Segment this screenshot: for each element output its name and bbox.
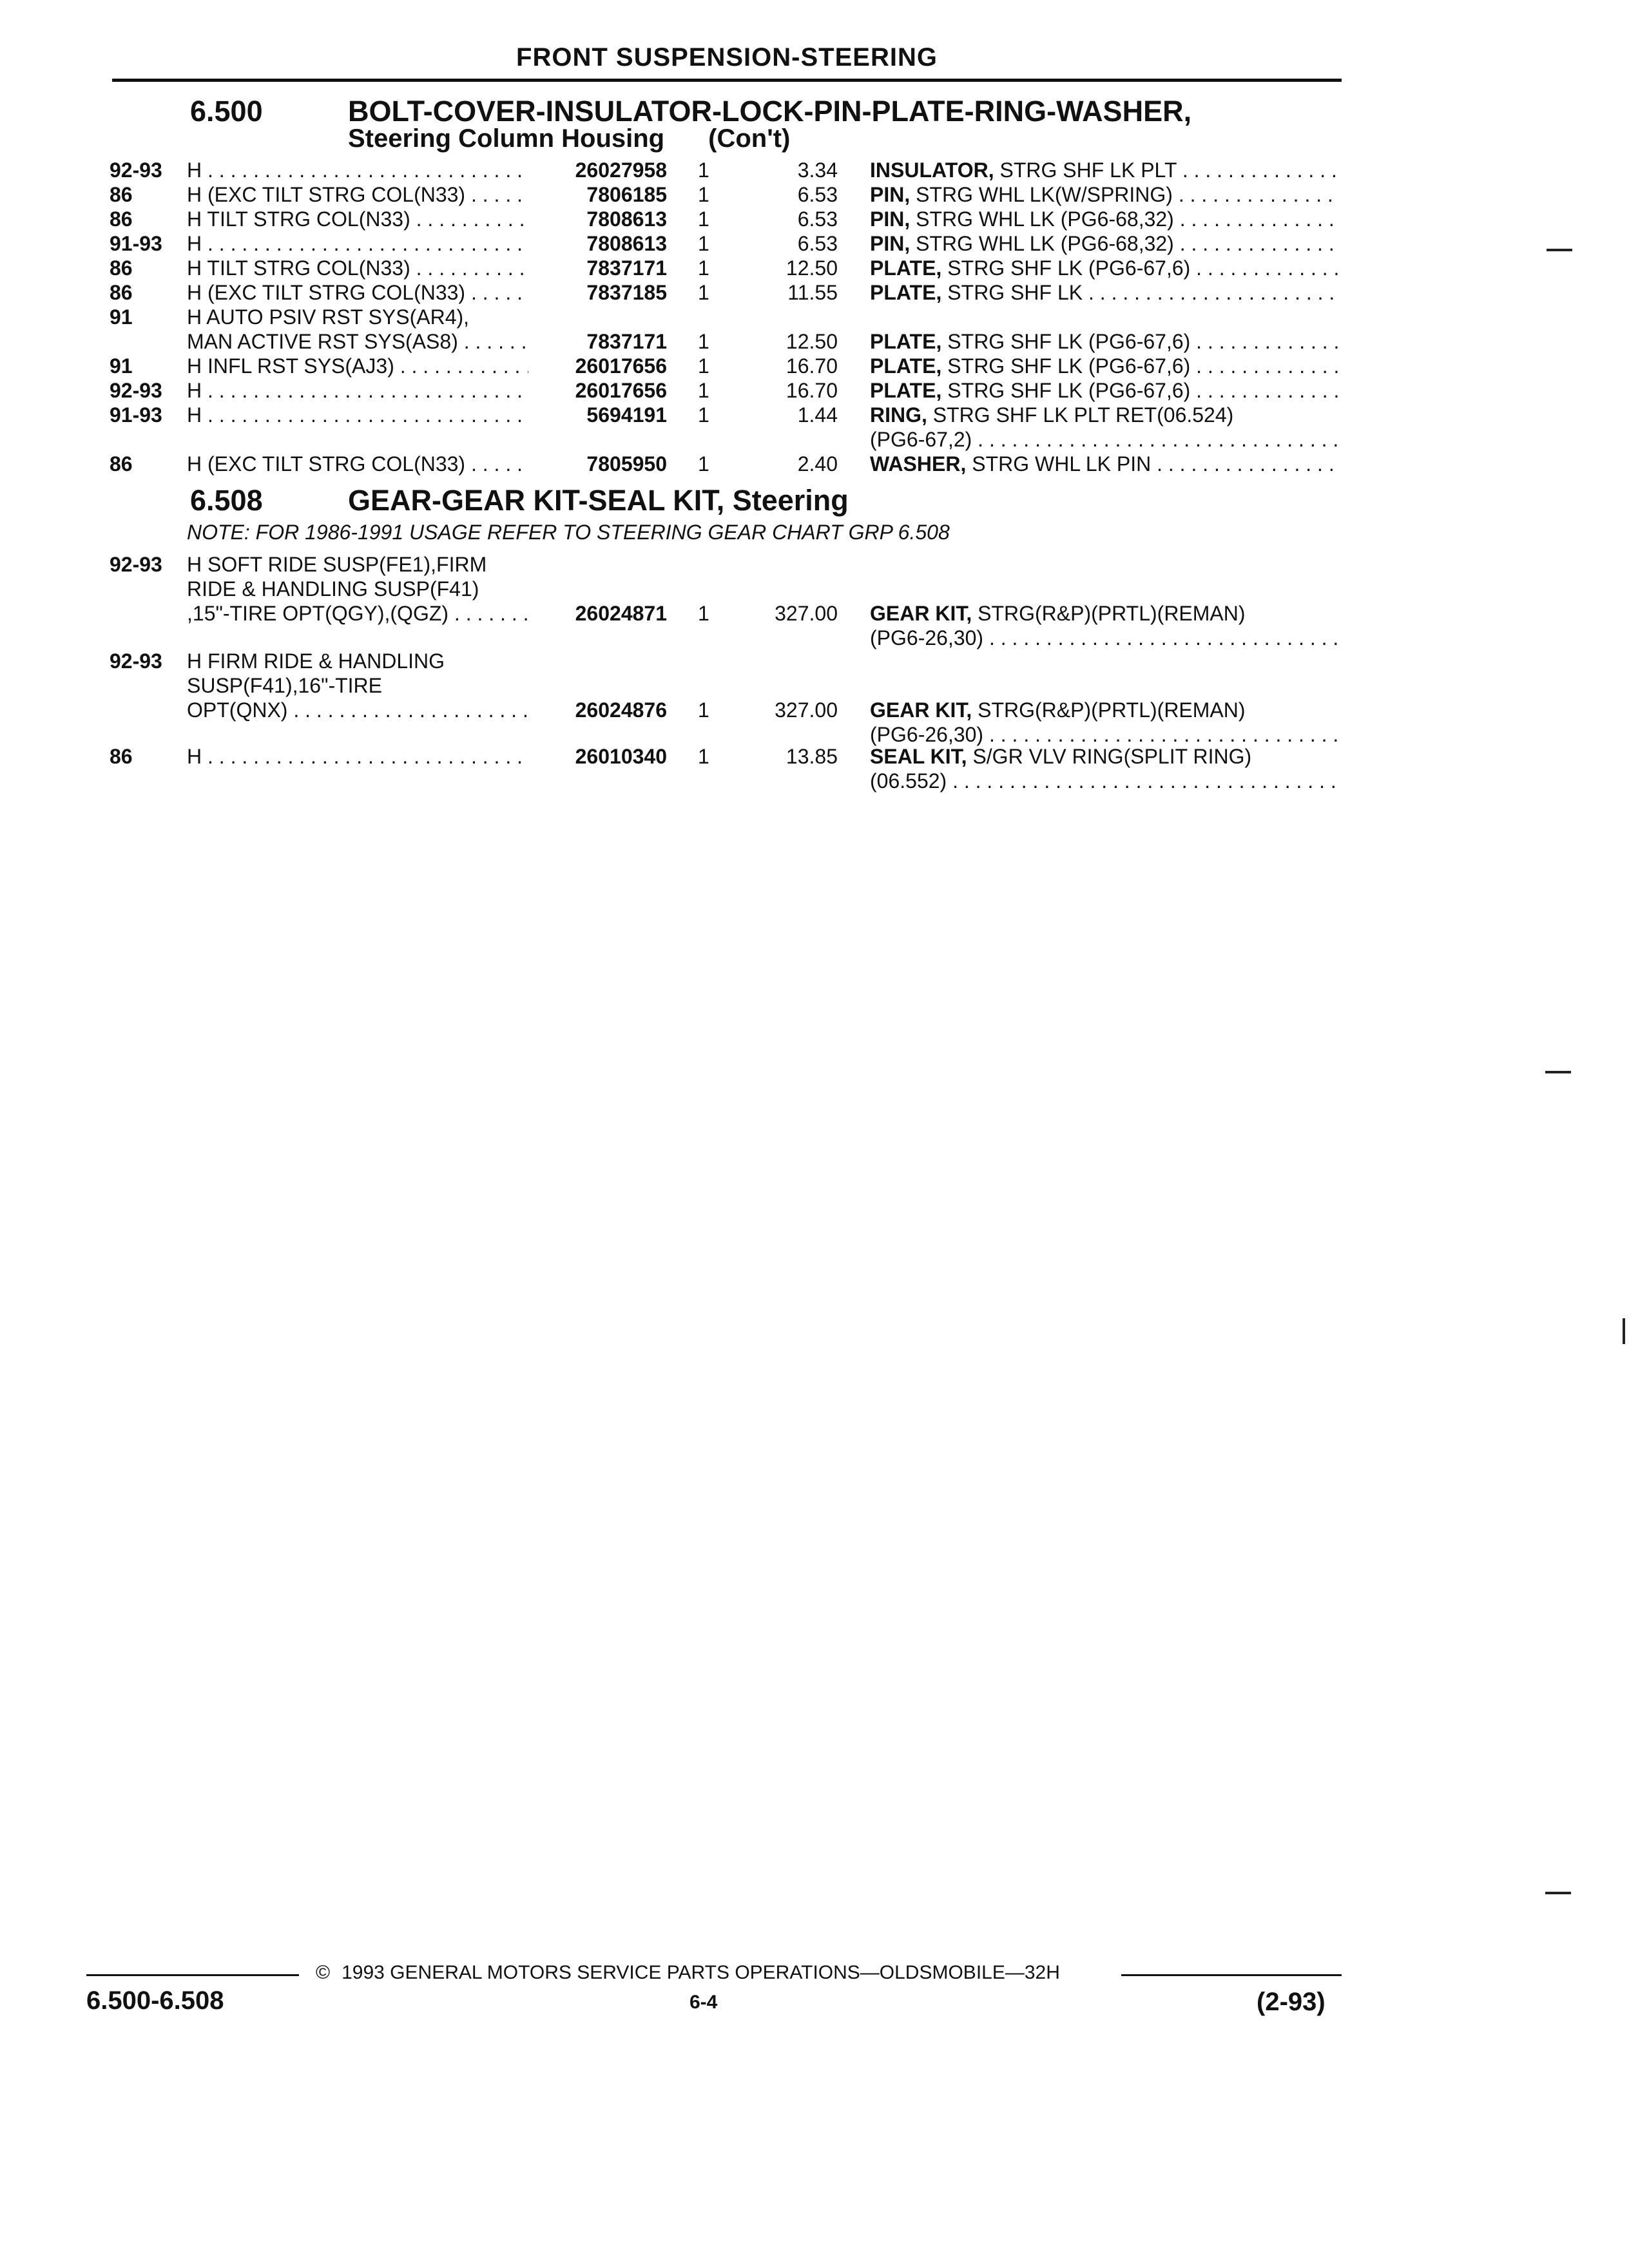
usage-description: H . . .	[187, 379, 528, 402]
usage-description: H (EXC TILT STRG COL(N33) . . .	[187, 281, 528, 304]
part-number: 26024871	[575, 602, 667, 625]
price: 6.53	[797, 232, 838, 255]
price: 2.40	[797, 452, 838, 476]
model-year: 86	[110, 256, 133, 280]
part-detail: (PG6-26,30)	[870, 723, 984, 746]
quantity: 1	[698, 183, 709, 206]
quantity: 1	[698, 330, 709, 353]
part-name-bold: INSULATOR,	[870, 159, 994, 182]
part-number: 26010340	[575, 745, 667, 768]
part-number: 7837171	[586, 330, 667, 353]
header-rule	[112, 79, 1342, 82]
part-number: 7808613	[586, 207, 667, 231]
model-year: 91-93	[110, 403, 162, 427]
model-year: 91	[110, 354, 133, 378]
part-name	[870, 769, 1340, 793]
part-name-bold: PLATE,	[870, 281, 942, 304]
price: 1.44	[797, 403, 838, 427]
part-name	[870, 626, 1340, 649]
model-year: 92-93	[110, 159, 162, 182]
usage-description: MAN ACTIVE RST SYS(AS8) . . .	[187, 330, 528, 353]
part-detail: S/GR VLV RING(SPLIT RING)	[967, 745, 1252, 768]
usage-description: ,15"-TIRE OPT(QGY),(QGZ) . . .	[187, 602, 528, 625]
price: 12.50	[786, 330, 838, 353]
quantity: 1	[698, 354, 709, 378]
model-year: 86	[110, 281, 133, 304]
quantity: 1	[698, 256, 709, 280]
usage-description: H (EXC TILT STRG COL(N33) . . .	[187, 452, 528, 476]
part-name	[870, 183, 1340, 206]
part-number: 7806185	[586, 183, 667, 206]
model-year: 86	[110, 452, 133, 476]
model-year: 92-93	[110, 553, 162, 576]
price: 16.70	[786, 354, 838, 378]
usage-description: H FIRM RIDE & HANDLING	[187, 649, 445, 673]
section-number: 6.500	[190, 95, 263, 128]
footer-section-range: 6.500-6.508	[86, 1986, 224, 2015]
quantity: 1	[698, 452, 709, 476]
part-detail: STRG SHF LK PLT RET(06.524)	[927, 403, 1234, 427]
quantity: 1	[698, 403, 709, 427]
part-name-bold: GEAR KIT,	[870, 698, 972, 722]
part-detail: STRG WHL LK PIN	[966, 452, 1152, 476]
part-name-bold: PIN,	[870, 183, 911, 206]
section-heading-6500	[190, 95, 1191, 128]
part-number: 7805950	[586, 452, 667, 476]
part-detail: STRG(R&P)(PRTL)(REMAN)	[972, 602, 1246, 625]
part-name	[870, 745, 1340, 768]
part-name-bold: PLATE,	[870, 379, 942, 402]
usage-description: H TILT STRG COL(N33) . . .	[187, 256, 528, 280]
part-detail: STRG SHF LK (PG6-67,6)	[941, 379, 1191, 402]
part-detail: STRG(R&P)(PRTL)(REMAN)	[972, 698, 1246, 722]
model-year: 86	[110, 183, 133, 206]
model-year: 92-93	[110, 649, 162, 673]
section-title: BOLT-COVER-INSULATOR-LOCK-PIN-PLATE-RING-WASHER,	[348, 95, 1192, 128]
model-year: 86	[110, 207, 133, 231]
part-name-bold: GEAR KIT,	[870, 602, 972, 625]
usage-description: H SOFT RIDE SUSP(FE1),FIRM	[187, 553, 487, 576]
part-number: 7837185	[586, 281, 667, 304]
quantity: 1	[698, 745, 709, 768]
part-number: 26017656	[575, 354, 667, 378]
part-name	[870, 256, 1340, 280]
usage-description: SUSP(F41),16"-TIRE	[187, 674, 382, 697]
section-subtitle	[348, 124, 790, 153]
part-number: 26027958	[575, 159, 667, 182]
price: 12.50	[786, 256, 838, 280]
price: 6.53	[797, 183, 838, 206]
part-name	[870, 403, 1340, 427]
model-year: 91	[110, 305, 133, 329]
usage-description: H TILT STRG COL(N33) . . .	[187, 207, 528, 231]
price: 13.85	[786, 745, 838, 768]
part-detail: STRG SHF LK PLT	[994, 159, 1177, 182]
part-name	[870, 281, 1340, 304]
usage-description: RIDE & HANDLING SUSP(F41)	[187, 577, 479, 601]
part-name	[870, 232, 1340, 255]
model-year: 86	[110, 745, 133, 768]
part-name-bold: WASHER,	[870, 452, 967, 476]
part-name	[870, 602, 1340, 625]
copyright-text: 1993 GENERAL MOTORS SERVICE PARTS OPERATIONS—OLDSMOBILE—32H	[342, 1962, 1060, 1983]
part-name	[870, 207, 1340, 231]
usage-description: H . . .	[187, 159, 528, 182]
price: 11.55	[787, 281, 838, 304]
price: 327.00	[775, 602, 838, 625]
usage-description: OPT(QNX) . . .	[187, 698, 528, 722]
section-note: NOTE: FOR 1986-1991 USAGE REFER TO STEERING GEAR CHART GRP 6.508	[187, 521, 950, 544]
part-detail: (06.552)	[870, 769, 947, 793]
part-name	[870, 379, 1340, 402]
part-name-bold: PIN,	[870, 207, 911, 231]
part-name-bold: PLATE,	[870, 256, 942, 280]
model-year: 91-93	[110, 232, 162, 255]
part-name	[870, 698, 1340, 722]
footer-page-number: 6-4	[689, 1992, 718, 2013]
part-number: 7808613	[586, 232, 667, 255]
usage-description: H INFL RST SYS(AJ3) . . .	[187, 354, 528, 378]
quantity: 1	[698, 207, 709, 231]
part-number: 26017656	[575, 379, 667, 402]
quantity: 1	[698, 281, 709, 304]
part-detail: STRG SHF LK	[941, 281, 1083, 304]
usage-description: H (EXC TILT STRG COL(N33) . . .	[187, 183, 528, 206]
margin-mark	[1545, 1071, 1571, 1073]
usage-description: H . . .	[187, 232, 528, 255]
model-year: 92-93	[110, 379, 162, 402]
part-detail: STRG WHL LK(W/SPRING)	[910, 183, 1173, 206]
usage-description: H . . .	[187, 745, 528, 768]
footer-copyright	[316, 1961, 1060, 1984]
price: 6.53	[797, 207, 838, 231]
quantity: 1	[698, 232, 709, 255]
part-detail: STRG SHF LK (PG6-67,6)	[941, 354, 1191, 378]
part-number: 26024876	[575, 698, 667, 722]
part-name	[870, 452, 1340, 476]
part-name	[870, 330, 1340, 353]
part-name-bold: SEAL KIT,	[870, 745, 967, 768]
footer-rule-right	[1121, 1974, 1342, 1976]
margin-mark	[1545, 1892, 1571, 1894]
section-subtitle-text: Steering Column Housing	[348, 124, 665, 153]
price: 327.00	[775, 698, 838, 722]
section-number: 6.508	[190, 484, 263, 517]
quantity: 1	[698, 379, 709, 402]
part-detail: STRG WHL LK (PG6-68,32)	[910, 232, 1174, 255]
quantity: 1	[698, 159, 709, 182]
usage-description: H AUTO PSIV RST SYS(AR4),	[187, 305, 470, 329]
part-name-bold: PLATE,	[870, 354, 942, 378]
copyright-symbol: ©	[316, 1962, 331, 1983]
price: 16.70	[786, 379, 838, 402]
part-name-bold: PIN,	[870, 232, 911, 255]
part-detail: STRG WHL LK (PG6-68,32)	[910, 207, 1174, 231]
section-heading-6508	[190, 485, 849, 517]
part-number: 5694191	[586, 403, 667, 427]
quantity: 1	[698, 602, 709, 625]
part-name-bold: PLATE,	[870, 330, 942, 353]
part-name	[870, 159, 1340, 182]
part-detail: (PG6-67,2)	[870, 428, 972, 451]
price: 3.34	[797, 159, 838, 182]
margin-bracket	[1619, 1318, 1625, 1344]
section-title: GEAR-GEAR KIT-SEAL KIT, Steering	[348, 484, 849, 517]
part-detail: (PG6-26,30)	[870, 626, 984, 649]
part-detail: STRG SHF LK (PG6-67,6)	[941, 256, 1191, 280]
part-name	[870, 723, 1340, 746]
part-number: 7837171	[586, 256, 667, 280]
footer-rule-left	[86, 1974, 299, 1976]
part-name	[870, 428, 1340, 451]
part-name	[870, 354, 1340, 378]
part-detail: STRG SHF LK (PG6-67,6)	[941, 330, 1191, 353]
footer-date: (2-93)	[1257, 1988, 1325, 2016]
quantity: 1	[698, 698, 709, 722]
margin-mark	[1547, 249, 1572, 251]
page-title: FRONT SUSPENSION-STEERING	[516, 43, 938, 72]
usage-description: H . . .	[187, 403, 528, 427]
continued-label: (Con't)	[708, 124, 791, 153]
part-name-bold: RING,	[870, 403, 927, 427]
